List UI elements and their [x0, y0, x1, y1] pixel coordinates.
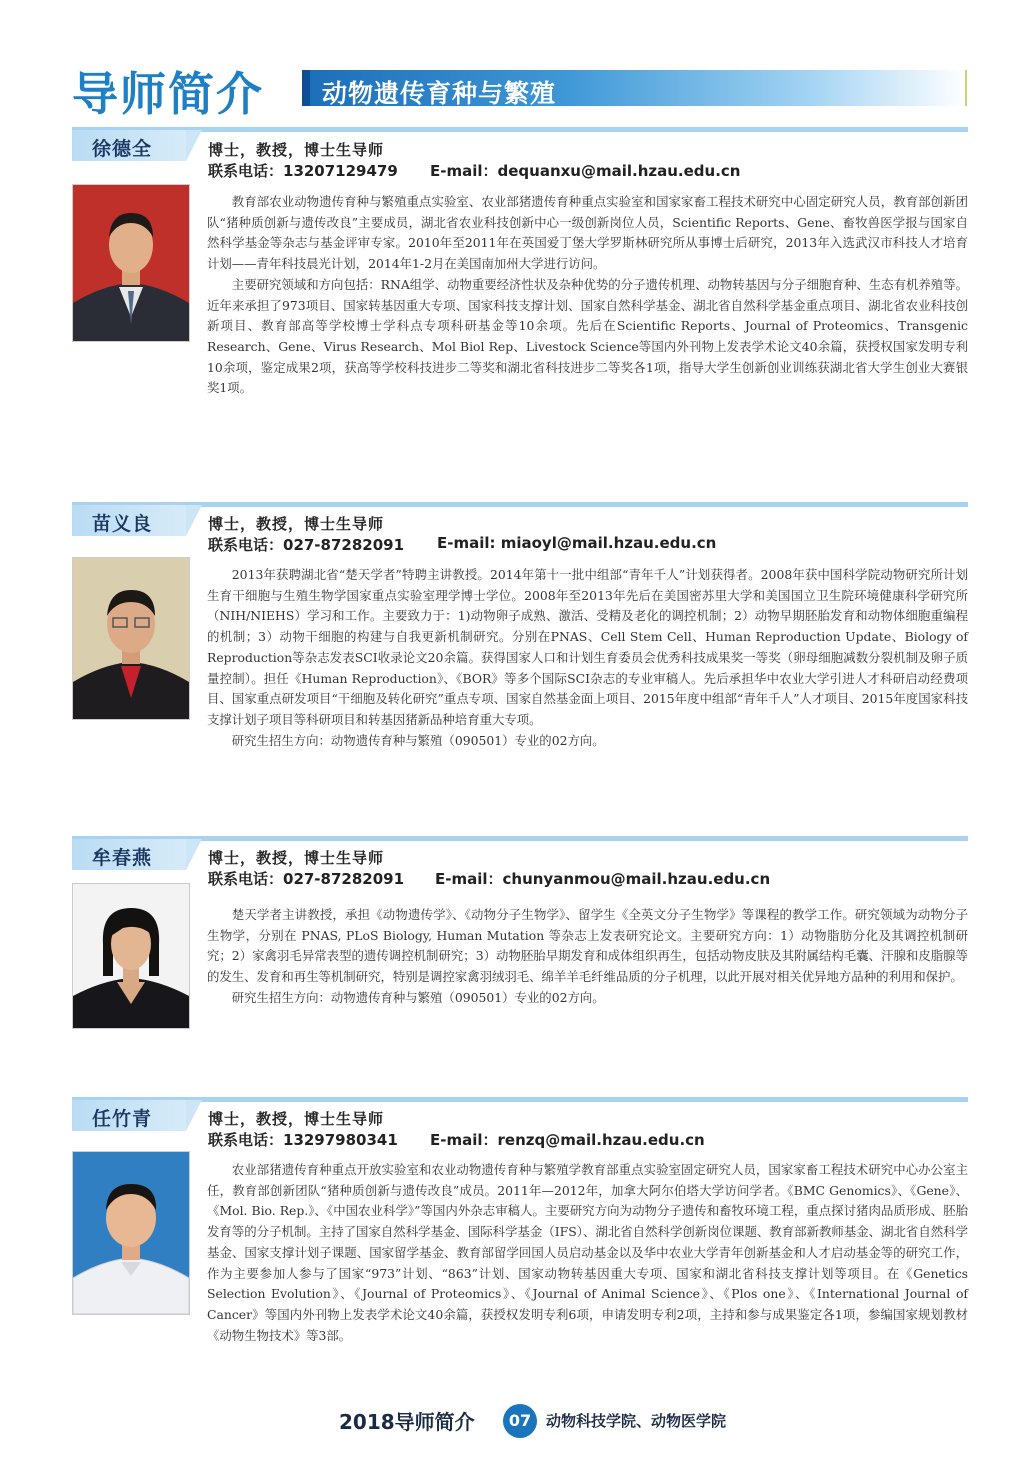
portrait-image	[73, 558, 189, 719]
profile-bio	[207, 1160, 968, 1346]
profile-bio	[207, 905, 968, 1009]
profile-name: 牟春燕	[92, 847, 153, 869]
profile-title: 博士，教授，博士生导师	[208, 849, 385, 867]
profile-title: 博士，教授，博士生导师	[208, 515, 385, 533]
banner-end-tick	[965, 70, 967, 106]
profile-photo	[72, 184, 190, 342]
profile-photo	[72, 557, 190, 720]
portrait-image	[73, 884, 189, 1028]
profile-name: 苗义良	[92, 513, 153, 535]
bio-paragraph: 农业部猪遗传育种重点开放实验室和农业动物遗传育种与繁殖学教育部重点实验室固定研究人员，国家家畜工程技术研究中心办公室主任，教育部创新团队“猪种质创新与遗传改良”成员。2011年—2012年，加拿大阿尔伯塔大学访问学者。《BMC Genomics》、《Gene》、《Mol. Bio. Rep.》、《中国农业科学》”等国内外杂志审稿人。主要研究方向为动物分子遗传和畜牧环境工程，重点探讨猪肉品质形成、胚胎发育等的分子机制。主持了国家自然科学基金、国际科学基金（IFS）、湖北省自然科学创新岗位课题、教育部新教师基金、湖北省自然科学基金、国家支撑计划子课题、国家留学基金、教育部留学回国人员启动基金以及华中农业大学青年创新基金和人才启动基金等的研究工作，作为主要参加人参与了国家“973”计划、“863”计划、国家动物转基因重大专项、国家和湖北省科技支撑计划等项目。在《Genetics Selection Evolution》、《Journal of Proteomics》、《Journal of Animal Science》、《Plos one》、《International Journal of Cancer》等国内外刊物上发表学术论文40余篇，获授权发明专利6项，申请发明专利2项，主持和参与成果鉴定各1项，参编国家规划教材《动物生物技术》等3部。	[207, 1162, 968, 1343]
page-footer	[0, 1404, 1024, 1438]
page-number: 07	[503, 1404, 537, 1438]
footer-college: 动物科技学院、动物医学院	[546, 1412, 727, 1430]
profile-title: 博士，教授，博士生导师	[208, 1110, 385, 1128]
bio-paragraph: 研究生招生方向：动物遗传育种与繁殖（090501）专业的02方向。	[231, 732, 605, 748]
profile-title: 博士，教授，博士生导师	[208, 141, 385, 159]
subtitle-banner-accent	[302, 70, 310, 106]
section-divider	[72, 127, 968, 132]
profile-email: E-mail：chunyanmou@mail.hzau.edu.cn	[435, 870, 771, 888]
profile-bio	[207, 565, 968, 751]
profile-phone: 联系电话：027-87282091	[208, 870, 405, 888]
bio-paragraph: 楚天学者主讲教授，承担《动物遗传学》、《动物分子生物学》、留学生《全英文分子生物学》等课程的教学工作。研究领域为动物分子生物学，分别在 PNAS, PLoS Biology, Human Mutation 等杂志上发表研究论文。主要研究方向：1）动物脂肪分化及其调控机制研究；2）家禽羽毛异常表型的遗传调控机制研究；3）动物胚胎早期发育和成体组织再生，包括动物皮肤及其附属结构毛囊、汗腺和皮脂腺等的发生、发育和再生等机制研究，特别是调控家禽羽绒羽毛、绵羊羊毛纤维品质的分子机理，以此开展对相关优异地方品种的利用和保护。	[207, 907, 968, 985]
profile-photo	[72, 883, 190, 1029]
page-subtitle: 动物遗传育种与繁殖	[322, 79, 557, 108]
page-title: 导师简介	[72, 67, 264, 121]
profile-phone: 联系电话：13207129479	[208, 162, 398, 180]
profile-email: E-mail：renzq@mail.hzau.edu.cn	[430, 1131, 705, 1149]
profile-phone: 联系电话：13297980341	[208, 1131, 398, 1149]
profile-name: 徐德全	[92, 138, 153, 160]
footer-title: 2018导师简介	[339, 1410, 475, 1434]
profile-photo	[72, 1151, 190, 1315]
profile-name: 任竹青	[92, 1108, 153, 1130]
portrait-image	[73, 185, 189, 341]
profile-phone: 联系电话：027-87282091	[208, 536, 405, 554]
portrait-image	[73, 1152, 189, 1314]
bio-paragraph: 主要研究领域和方向包括：RNA组学、动物重要经济性状及杂种优势的分子遗传机理、动物转基因与分子细胞育种、生态有机养殖等。近年来承担了973项目、国家转基因重大专项、国家科技支撑计划、国家自然科学基金、湖北省自然科学基金重点项目、湖北省农业科技创新项目、教育部高等学校博士学科点专项科研基金等10余项。先后在Scientific Reports、Journal of Proteomics、Transgenic Research、Gene、Virus Research、Mol Biol Rep、Livestock Science等国内外刊物上发表学术论文40余篇，获授权国家发明专利10余项，鉴定成果2项，获高等学校科技进步二等奖和湖北省科技进步二等奖各1项，指导大学生创新创业训练获湖北省大学生创业大赛银奖1项。	[207, 276, 968, 396]
bio-paragraph: 研究生招生方向：动物遗传育种与繁殖（090501）专业的02方向。	[231, 989, 605, 1005]
section-divider	[72, 1097, 968, 1102]
section-divider	[72, 502, 968, 507]
bio-paragraph: 2013年获聘湖北省“楚天学者”特聘主讲教授。2014年第十一批中组部“青年千人”计划获得者。2008年获中国科学院动物研究所计划生育干细胞与生殖生物学国家重点实验室理学博士学位。2008年至2013年先后在美国密苏里大学和美国国立卫生院环境健康科学研究所（NIH/NIEHS）学习和工作。主要致力于：1)动物卵子成熟、激活、受精及老化的调控机制；2）动物早期胚胎发育和动物体细胞重编程的机制；3）动物干细胞的构建与自我更新机制研究。分别在PNAS、Cell Stem Cell、Human Reproduction Update、Biology of Reproduction等杂志发表SCI收录论文20余篇。获得国家人口和计划生育委员会优秀科技成果奖一等奖（卵母细胞减数分裂机制及卵子质量控制）。担任《Human Reproduction》、《BOR》等多个国际SCI杂志的专业审稿人。先后承担华中农业大学引进人才科研启动经费项目、国家重点研发项目“干细胞及转化研究”重点专项、国家自然基金面上项目、2015年度中组部“青年千人”人才项目、2015年度国家科技支撑计划子项目等科研项目和转基因猪新品种培育重大专项。	[207, 567, 968, 727]
profile-email: E-mail：dequanxu@mail.hzau.edu.cn	[430, 162, 741, 180]
profile-bio	[207, 192, 968, 399]
bio-paragraph: 教育部农业动物遗传育种与繁殖重点实验室、农业部猪遗传育种重点实验室和国家家畜工程技术研究中心固定研究人员，教育部创新团队“猪种质创新与遗传改良”主要成员，湖北省农业科技创新中心一级创新岗位人员，Scientific Reports、Gene、畜牧兽医学报与国家自然科学基金等杂志与基金评审专家。2010年至2011年在英国爱丁堡大学罗斯林研究所从事博士后研究，2013年入选武汉市科技人才培育计划——青年科技晨光计划，2014年1-2月在美国南加州大学进行访问。	[207, 194, 968, 272]
profile-email: E-mail: miaoyl@mail.hzau.edu.cn	[437, 534, 717, 552]
section-divider	[72, 836, 968, 841]
